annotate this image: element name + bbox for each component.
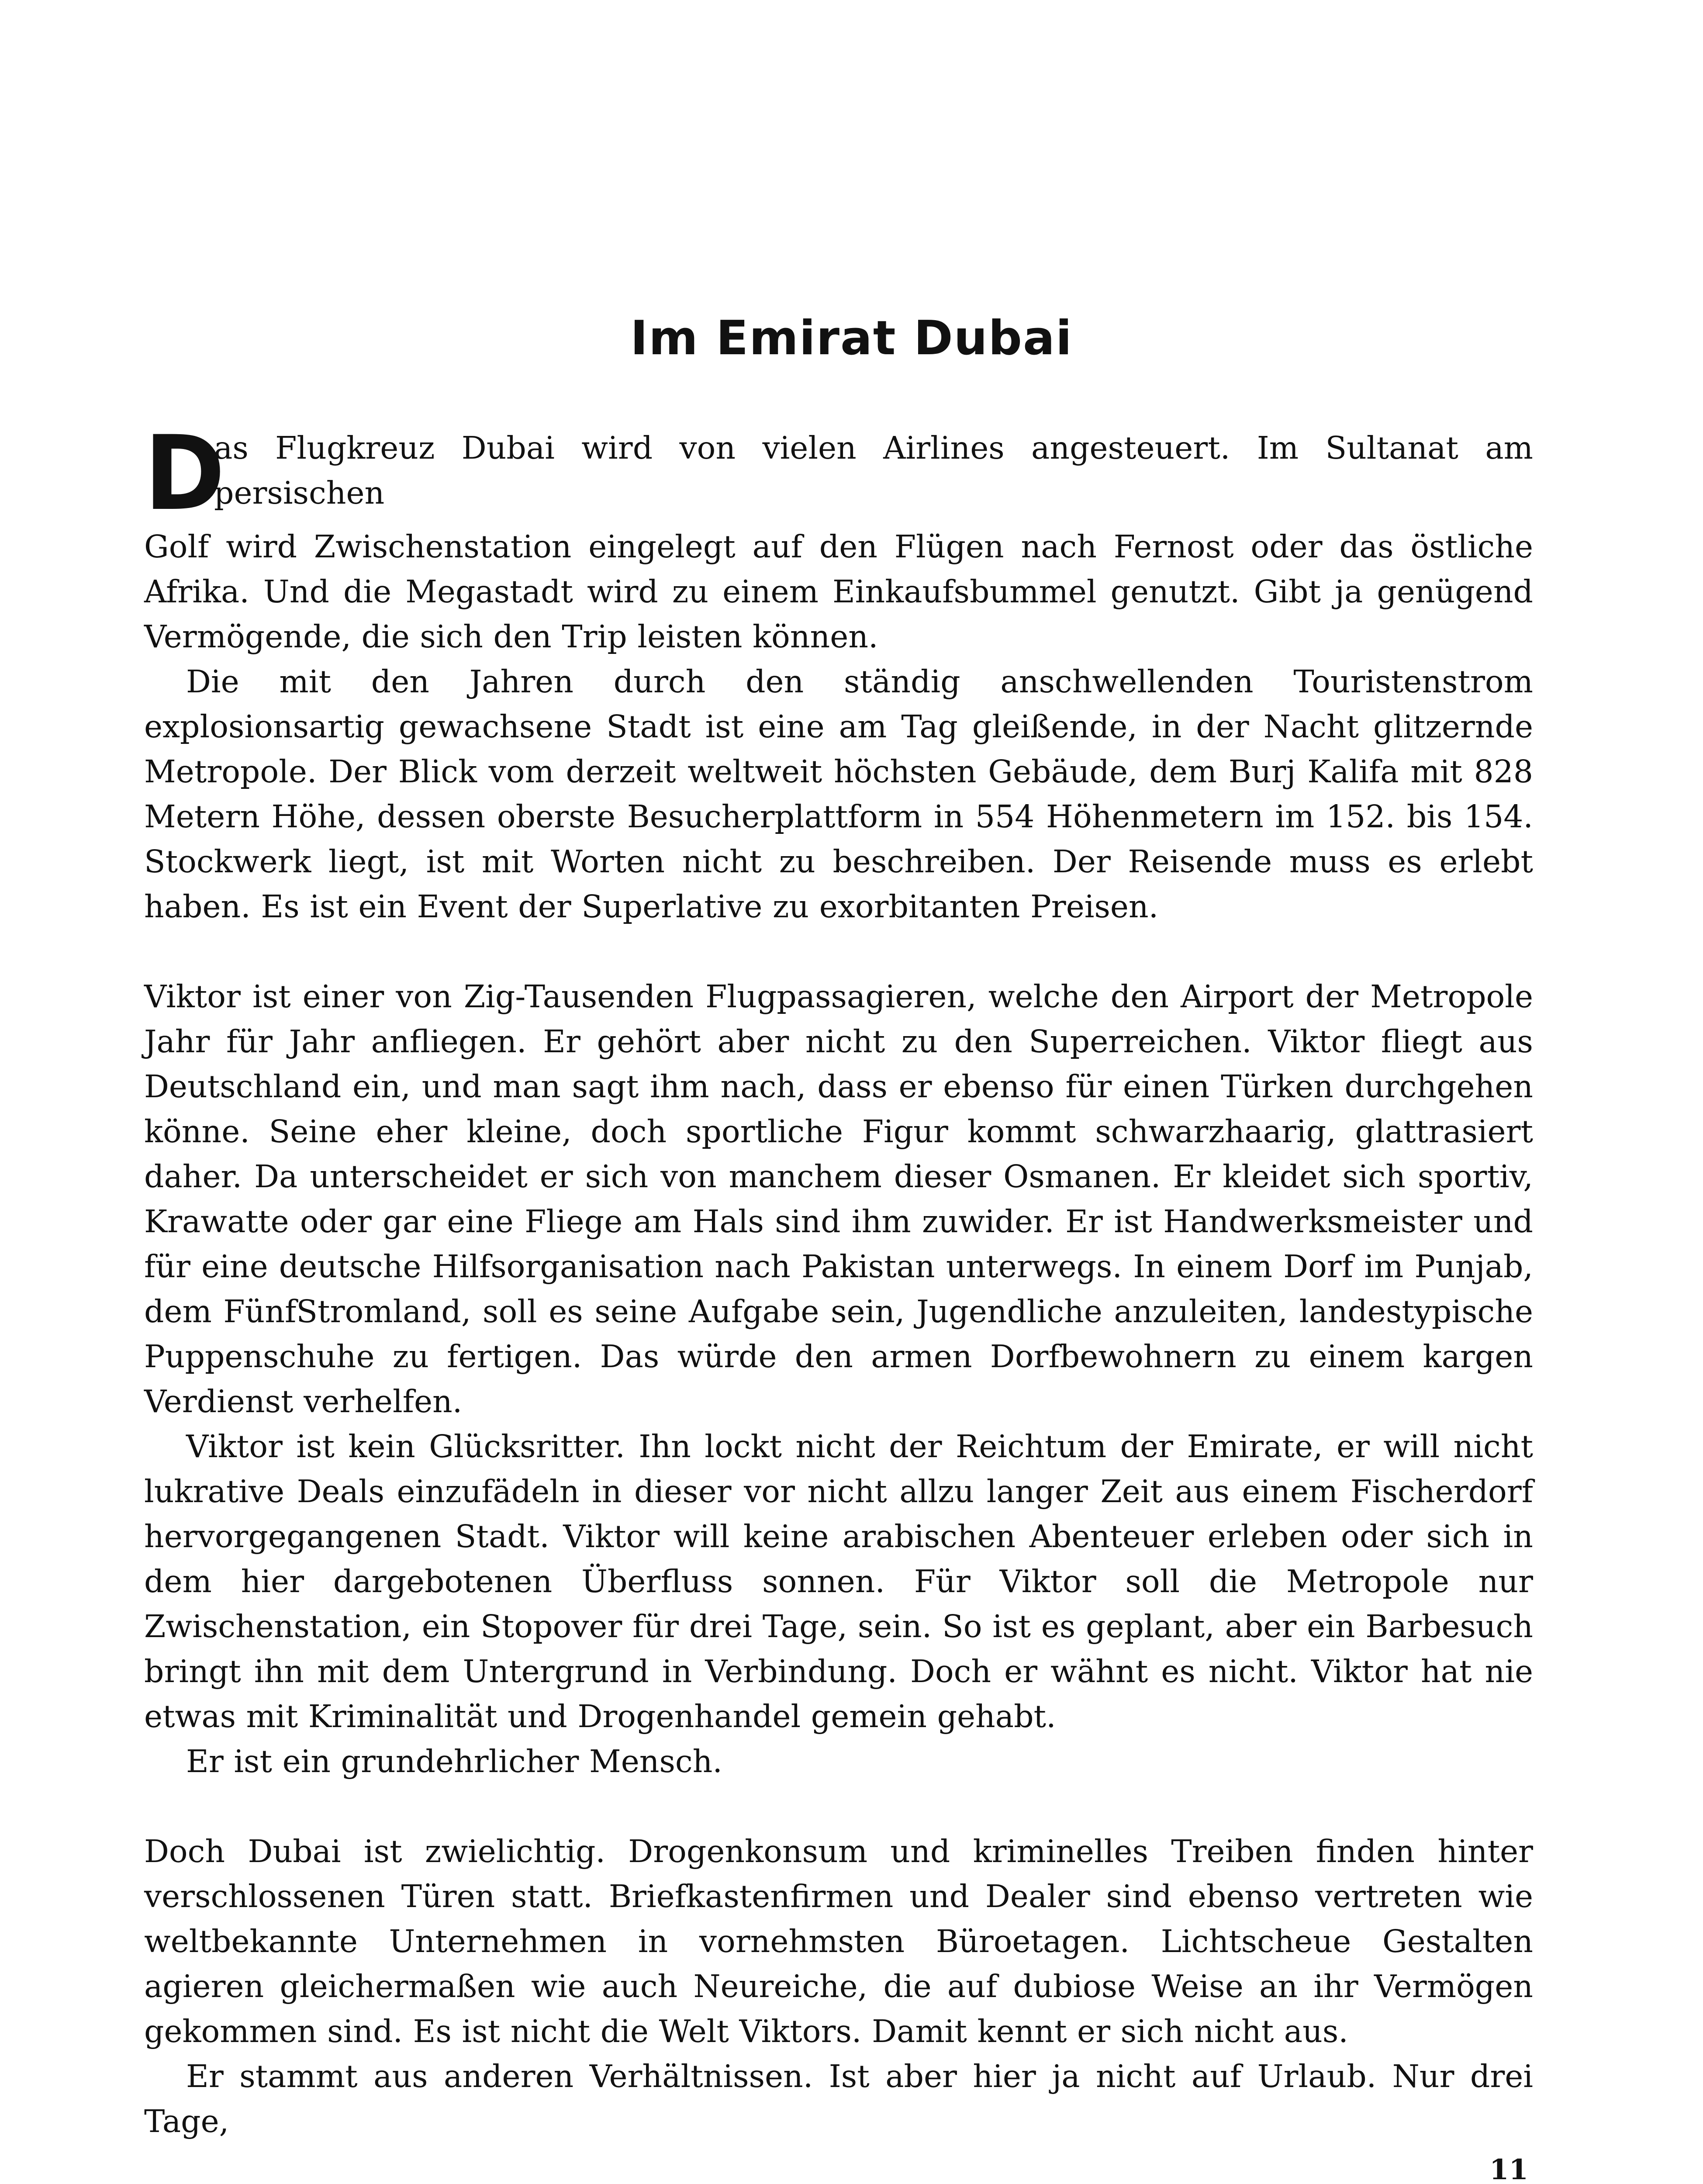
paragraph-6: Doch Dubai ist zwielichtig. Drogenkonsum und kriminelles Treiben finden hinter verschlossenen Türen statt. Briefkastenfirmen und Dealer sind ebenso vertreten wie weltbekannte Unternehmen in vornehmsten Büroetagen. Lichtscheue Gestalten agieren gleichermaßen wie auch Neureiche, die auf dubiose Weise an ihr Vermögen gekommen sind. Es ist nicht die Welt Viktors. Damit kennt er sich nicht aus. bbox=[144, 1833, 1533, 2049]
paragraph-3: Viktor ist einer von Zig-Tausenden Flugpassagieren, welche den Airport der Metropole Jahr für Jahr anfliegen. Er gehört aber nicht zu den Superreichen. Viktor fliegt aus Deutschland ein, und man sagt ihm nach, dass er ebenso für einen Türken durchgehen könne. Seine eher kleine, doch sportliche Figur kommt schwarzhaarig, glattrasiert daher. Da unterscheidet er sich von manchem dieser Osmanen. Er kleidet sich sportiv, Krawatte oder gar eine Fliege am Hals sind ihm zuwider. Er ist Handwerksmeister und für eine deutsche Hilfsorganisation nach Pakistan unterwegs. In einem Dorf im Punjab, dem FünfStromland, soll es seine Aufgabe sein, Jugendliche anzuleiten, landestypische Puppenschuhe zu fertigen. Das würde den armen Dorfbewohnern zu einem kargen Verdienst verhelfen. bbox=[144, 978, 1533, 1420]
paragraph-4: Viktor ist kein Glücksritter. Ihn lockt nicht der Reichtum der Emirate, er will nicht lukrative Deals einzufädeln in dieser vor nicht allzu langer Zeit aus einem Fischerdorf hervorgegangenen Stadt. Viktor will keine arabischen Abenteuer erleben oder sich in dem hier dargebotenen Überfluss sonnen. Für Viktor soll die Metropole nur Zwischenstation, ein Stopover für drei Tage, sein. So ist es geplant, aber ein Barbesuch bringt ihn mit dem Untergrund in Verbindung. Doch er wähnt es nicht. Viktor hat nie etwas mit Kriminalität und Drogenhandel gemein gehabt. bbox=[144, 1428, 1533, 1735]
opening-line bbox=[144, 414, 1533, 533]
paragraph-7: Er stammt aus anderen Verhältnissen. Ist aber hier ja nicht auf Urlaub. Nur drei Tage, bbox=[144, 2058, 1533, 2139]
chapter-title: Im Emirat Dubai bbox=[630, 311, 1073, 366]
page-number: 11 bbox=[1489, 2153, 1528, 2184]
drop-cap: D bbox=[144, 414, 225, 533]
paragraph-2: Die mit den Jahren durch den ständig anschwellenden Touristenstrom explosionsartig gewachsene Stadt ist eine am Tag gleißende, in der Nacht glitzernde Metropole. Der Blick vom derzeit weltweit höchsten Gebäude, dem Burj Kalifa mit 828 Metern Höhe, dessen oberste Besucherplattform in 554 Höhenmetern im 152. bis 154. Stockwerk liegt, ist mit Worten nicht zu beschreiben. Der Reisende muss es erlebt haben. Es ist ein Event der Superlative zu exorbitanten Preisen. bbox=[144, 663, 1533, 925]
chapter-body bbox=[144, 414, 1533, 2144]
opening-line-text: as Flugkreuz Dubai wird von vielen Airlines angesteuert. Im Sultanat am persischen bbox=[214, 430, 1533, 511]
paragraph-5: Er ist ein grundehrlicher Mensch. bbox=[186, 1743, 722, 1780]
paragraph-1: Golf wird Zwischenstation eingelegt auf den Flügen nach Fernost oder das östliche Afrika. Und die Megastadt wird zu einem Einkaufsbummel genutzt. Gibt ja genügend Vermögende, die sich den Trip leisten können. bbox=[144, 529, 1533, 655]
paragraph-gap bbox=[144, 1784, 1533, 1829]
paragraph-gap bbox=[144, 929, 1533, 974]
